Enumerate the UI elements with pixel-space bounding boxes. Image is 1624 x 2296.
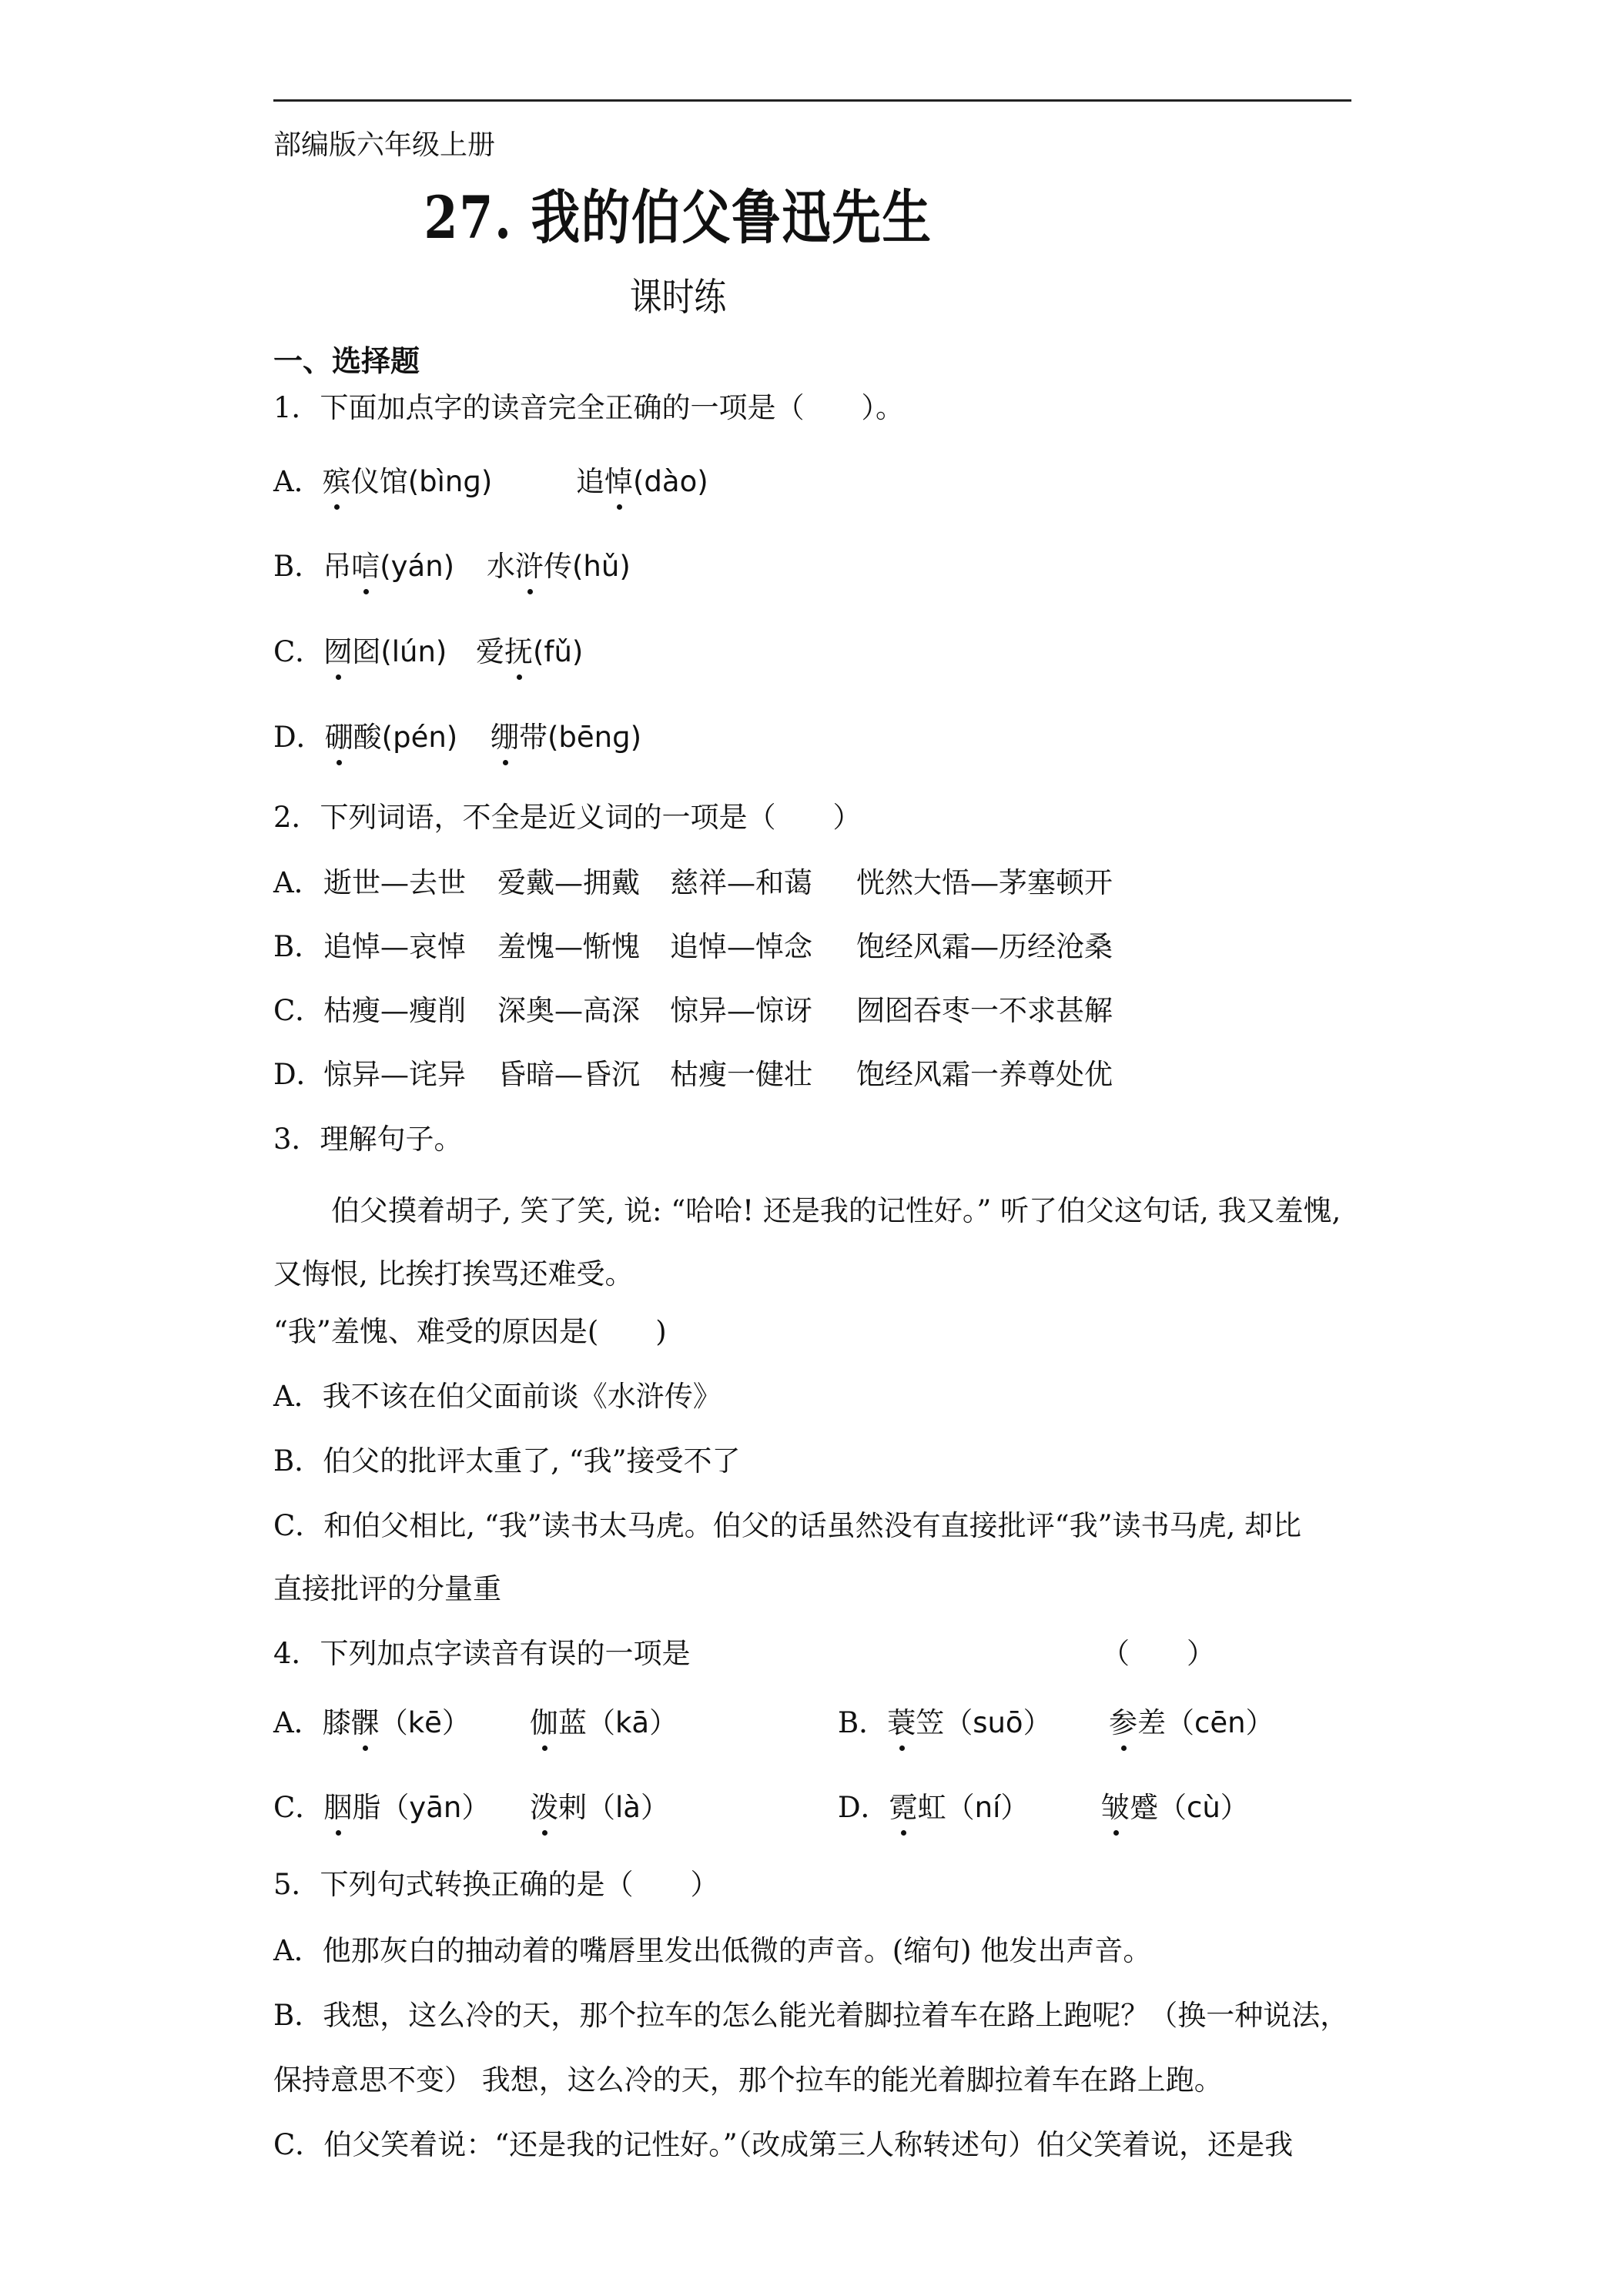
pinyin: (lún) bbox=[380, 635, 447, 668]
dotted-character: 参 bbox=[1109, 1706, 1137, 1739]
question-3-passage-line-1: 伯父摸着胡子, 笑了笑, 说: “哈哈! 还是我的记性好。” 听了伯父这句话, 我又羞愧, bbox=[331, 1194, 1341, 1227]
pinyin: （suō） bbox=[944, 1706, 1052, 1739]
question-5-option-a: A．他那灰白的抽动着的嘴唇里发出低微的声音。(缩句) 他发出声音。 bbox=[273, 1934, 1152, 1967]
word-text: 脂 bbox=[352, 1791, 381, 1824]
question-1-option-c bbox=[273, 635, 447, 669]
option-label: B． bbox=[838, 1706, 888, 1739]
pinyin: （ní） bbox=[946, 1791, 1030, 1824]
question-4-option-c bbox=[273, 1791, 490, 1825]
question-2-option-c-label: C． bbox=[273, 994, 324, 1027]
word-text: 膝 bbox=[322, 1706, 351, 1739]
dotted-character: 皱 bbox=[1101, 1791, 1130, 1824]
question-2-option-c-pair-1: 枯瘦—瘦削 bbox=[323, 994, 466, 1027]
dotted-character: 绷 bbox=[491, 721, 519, 754]
question-2-option-c-pair-4: 囫囵吞枣一不求甚解 bbox=[856, 994, 1113, 1027]
question-2-option-a-label: A． bbox=[273, 866, 323, 899]
dotted-character: 浒 bbox=[515, 550, 544, 583]
question-2-option-a-pair-2: 爱戴—拥戴 bbox=[497, 866, 640, 899]
pinyin: （là） bbox=[587, 1791, 669, 1824]
dotted-character: 伽 bbox=[530, 1706, 558, 1739]
pinyin: (fǔ) bbox=[533, 635, 584, 668]
word-text: 仪馆 bbox=[350, 465, 408, 498]
word-text: 蓝 bbox=[558, 1706, 587, 1739]
option-label: A． bbox=[273, 1706, 323, 1739]
question-2-option-d-pair-4: 饱经风霜一养尊处优 bbox=[856, 1058, 1113, 1091]
question-3-passage-line-2: 又悔恨, 比挨打挨骂还难受。 bbox=[273, 1257, 634, 1290]
question-2-option-d-pair-2: 昏暗—昏沉 bbox=[497, 1058, 640, 1091]
word-text: 水 bbox=[487, 550, 515, 583]
question-4-stem: 4．下列加点字读音有误的一项是 bbox=[273, 1637, 691, 1670]
question-2-option-d-pair-1: 惊异—诧异 bbox=[323, 1058, 466, 1091]
question-1-stem: 1．下面加点字的读音完全正确的一项是（ ）。 bbox=[273, 391, 905, 424]
word-text: 带 bbox=[519, 721, 547, 754]
dotted-character: 胭 bbox=[323, 1791, 353, 1824]
option-label: C． bbox=[273, 635, 324, 668]
word-text: 传 bbox=[544, 550, 572, 583]
dotted-character: 囫 bbox=[323, 635, 353, 668]
dotted-character: 泼 bbox=[530, 1791, 558, 1824]
question-1-option-c-word-2 bbox=[476, 635, 583, 669]
option-label: B． bbox=[273, 550, 323, 583]
question-2-option-d-pair-3: 枯瘦一健壮 bbox=[670, 1058, 812, 1091]
question-2-option-b-label: B． bbox=[273, 930, 323, 963]
pinyin: (bēnɡ) bbox=[547, 721, 642, 754]
dotted-character: 殡 bbox=[322, 465, 351, 498]
question-3-option-b: B．伯父的批评太重了, “我”接受不了 bbox=[273, 1444, 741, 1478]
question-1-option-d bbox=[273, 721, 457, 755]
header-rule bbox=[273, 99, 1351, 102]
page-subtitle: 课时练 bbox=[629, 275, 727, 320]
question-1-option-d-word-2 bbox=[491, 721, 641, 755]
question-3-question: “我”羞愧、难受的原因是( ) bbox=[273, 1315, 667, 1348]
question-2-option-b-pair-4: 饱经风霜—历经沧桑 bbox=[856, 930, 1113, 963]
question-4-option-c-word-2 bbox=[530, 1791, 669, 1825]
question-4-option-a-word-2 bbox=[530, 1706, 678, 1740]
pinyin: (bìnɡ) bbox=[407, 465, 493, 498]
question-5-option-b-line-2: 保持意思不变） 我想，这么冷的天，那个拉车的能光着脚拉着车在路上跑。 bbox=[273, 2063, 1223, 2097]
dotted-character: 蓑 bbox=[887, 1706, 916, 1739]
option-label: C． bbox=[273, 1791, 324, 1824]
word-text: 爱 bbox=[476, 635, 504, 668]
option-label: A． bbox=[273, 465, 323, 498]
question-1-option-b bbox=[273, 550, 454, 584]
question-5-option-b-line-1: B．我想，这么冷的天，那个拉车的怎么能光着脚拉着车在路上跑呢？（换一种说法， bbox=[273, 1999, 1349, 2032]
question-2-option-a-pair-1: 逝世—去世 bbox=[323, 866, 466, 899]
question-3-option-a: A．我不该在伯父面前谈《水浒传》 bbox=[273, 1380, 722, 1413]
question-2-stem: 2．下列词语，不全是近义词的一项是（ ） bbox=[273, 801, 862, 834]
page-title: 27. 我的伯父鲁迅先生 bbox=[424, 183, 933, 252]
section-heading: 一、选择题 bbox=[273, 343, 420, 378]
pinyin: （kē） bbox=[379, 1706, 470, 1739]
question-4-option-b-word-2 bbox=[1109, 1706, 1274, 1740]
question-2-option-a-pair-3: 慈祥—和蔼 bbox=[670, 866, 812, 899]
question-4-answer-bracket: （ ） bbox=[1101, 1637, 1215, 1670]
question-2-option-c-pair-2: 深奥—高深 bbox=[497, 994, 640, 1027]
dotted-character: 悼 bbox=[604, 465, 633, 498]
pinyin: （cēn） bbox=[1166, 1706, 1274, 1739]
question-5-option-c-line-1: C．伯父笑着说：“还是我的记性好。”（改成第三人称转述句）伯父笑着说，还是我 bbox=[273, 2128, 1294, 2161]
question-4-option-d bbox=[838, 1791, 1029, 1825]
word-text: 酸 bbox=[353, 721, 382, 754]
dotted-character: 霓 bbox=[889, 1791, 918, 1824]
question-2-option-d-label: D． bbox=[273, 1058, 325, 1091]
pinyin: （cù） bbox=[1158, 1791, 1249, 1824]
word-text: 差 bbox=[1137, 1706, 1166, 1739]
pinyin: (pén) bbox=[381, 721, 458, 754]
dotted-character: 抚 bbox=[504, 635, 533, 668]
word-text: 笠 bbox=[916, 1706, 945, 1739]
question-4-option-a bbox=[273, 1706, 470, 1740]
question-1-option-a-word-2 bbox=[576, 465, 708, 499]
dotted-character: 髁 bbox=[350, 1706, 380, 1739]
pinyin: （yān） bbox=[380, 1791, 491, 1824]
dotted-character: 硼 bbox=[324, 721, 353, 754]
option-label: D． bbox=[838, 1791, 889, 1824]
question-1-option-b-word-2 bbox=[487, 550, 631, 584]
word-text: 吊 bbox=[323, 550, 352, 583]
header-note: 部编版六年级上册 bbox=[273, 129, 496, 161]
question-3-option-c-line-1: C．和伯父相比, “我”读书太马虎。伯父的话虽然没有直接批评“我”读书马虎, 却比 bbox=[273, 1509, 1302, 1542]
question-3-option-c-line-2: 直接批评的分量重 bbox=[273, 1572, 501, 1605]
pinyin: (yán) bbox=[380, 550, 455, 583]
word-text: 剌 bbox=[558, 1791, 587, 1824]
pinyin: （kā） bbox=[587, 1706, 678, 1739]
question-2-option-c-pair-3: 惊异—惊讶 bbox=[670, 994, 812, 1027]
question-2-option-b-pair-1: 追悼—哀悼 bbox=[323, 930, 466, 963]
word-text: 蹙 bbox=[1130, 1791, 1158, 1824]
question-2-option-b-pair-2: 羞愧—惭愧 bbox=[497, 930, 640, 963]
question-2-option-b-pair-3: 追悼—悼念 bbox=[670, 930, 812, 963]
word-text: 虹 bbox=[917, 1791, 946, 1824]
pinyin: (dào) bbox=[633, 465, 708, 498]
question-1-option-a bbox=[273, 465, 492, 499]
question-3-stem: 3．理解句子。 bbox=[273, 1123, 463, 1156]
word-text: 囵 bbox=[352, 635, 381, 668]
word-text: 追 bbox=[576, 465, 604, 498]
question-2-option-a-pair-4: 恍然大悟—茅塞顿开 bbox=[856, 866, 1113, 899]
dotted-character: 唁 bbox=[351, 550, 380, 583]
option-label: D． bbox=[273, 721, 325, 754]
pinyin: (hǔ) bbox=[572, 550, 631, 583]
question-4-option-b bbox=[838, 1706, 1052, 1740]
question-4-option-d-word-2 bbox=[1101, 1791, 1249, 1825]
question-5-stem: 5．下列句式转换正确的是（ ） bbox=[273, 1868, 719, 1901]
